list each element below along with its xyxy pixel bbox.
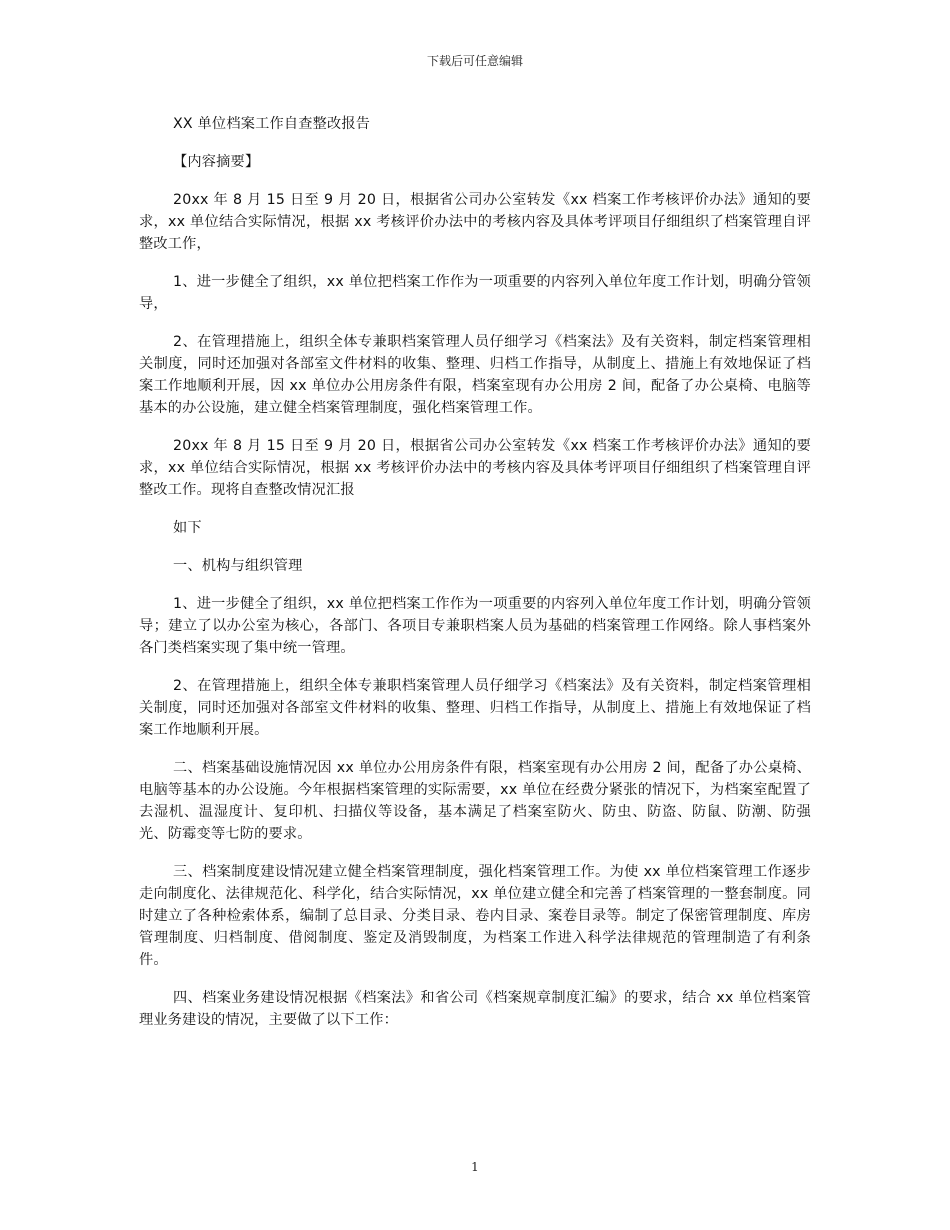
page-number: 1: [471, 1160, 479, 1174]
paragraph: 1、进一步健全了组织，xx 单位把档案工作作为一项重要的内容列入单位年度工作计划，明确分管领导，: [139, 274, 811, 312]
paragraph: 2、在管理措施上，组织全体专兼职档案管理人员仔细学习《档案法》及有关资料，制定档案管理相关制度，同时还加强对各部室文件材料的收集、整理、归档工作指导，从制度上、措施上有效地保证了档案工作地顺利开展，因 xx 单位办公用房条件有限，档案室现有办公用房 2 间，配备了办公桌椅、电脑等基本的办公设施，建立健全档案管理制度，强化档案管理工作。: [139, 334, 811, 416]
document-body: [139, 113, 811, 1047]
paragraph: 四、档案业务建设情况根据《档案法》和省公司《档案规章制度汇编》的要求，结合 xx 单位档案管理业务建设的情况，主要做了以下工作：: [139, 990, 811, 1028]
paragraph: 【内容摘要】: [173, 154, 260, 170]
section-heading: 一、机构与组织管理: [173, 558, 303, 574]
paragraph: 2、在管理措施上，组织全体专兼职档案管理人员仔细学习《档案法》及有关资料，制定档案管理相关制度，同时还加强对各部室文件材料的收集、整理、归档工作指导，从制度上、措施上有效地保证了档案工作地顺利开展。: [139, 678, 811, 738]
paragraph: 如下: [173, 520, 202, 536]
paragraph: 三、档案制度建设情况建立健全档案管理制度，强化档案管理工作。为使 xx 单位档案管理工作逐步走向制度化、法律规范化、科学化，结合实际情况，xx 单位建立健全和完善了档案管理的一整套制度。同时建立了各种检索体系，编制了总目录、分类目录、卷内目录、案卷目录等。制定了保密管理制度、库房管理制度、归档制度、借阅制度、鉴定及消毁制度，为档案工作进入科学法律规范的管理制造了有利条件。: [139, 864, 811, 968]
page-header: 下载后可任意编辑: [426, 54, 523, 68]
paragraph: 二、档案基础设施情况因 xx 单位办公用房条件有限，档案室现有办公用房 2 间，配备了办公桌椅、电脑等基本的办公设施。今年根据档案管理的实际需要，xx 单位在经费分紧张的情况下，为档案室配置了去湿机、温湿度计、复印机、扫描仪等设备，基本满足了档案室防火、防虫、防盗、防鼠、防潮、防强光、防霉变等七防的要求。: [139, 760, 811, 842]
paragraph: 1、进一步健全了组织，xx 单位把档案工作作为一项重要的内容列入单位年度工作计划，明确分管领导；建立了以办公室为核心，各部门、各项目专兼职档案人员为基础的档案管理工作网络。除人事档案外各门类档案实现了集中统一管理。: [139, 596, 811, 656]
paragraph: 20xx 年 8 月 15 日至 9 月 20 日，根据省公司办公室转发《xx 档案工作考核评价办法》通知的要求，xx 单位结合实际情况，根据 xx 考核评价办法中的考核内容及具体考评项目仔细组织了档案管理自评整改工作，: [139, 192, 811, 252]
document-title: XX 单位档案工作自查整改报告: [173, 116, 371, 132]
paragraph: 20xx 年 8 月 15 日至 9 月 20 日，根据省公司办公室转发《xx 档案工作考核评价办法》通知的要求，xx 单位结合实际情况，根据 xx 考核评价办法中的考核内容及具体考评项目仔细组织了档案管理自评整改工作。现将自查整改情况汇报: [139, 438, 811, 498]
